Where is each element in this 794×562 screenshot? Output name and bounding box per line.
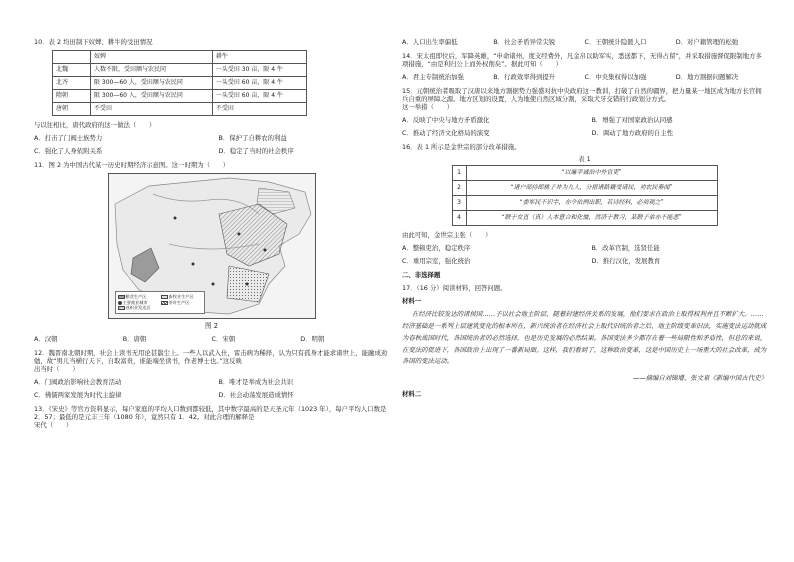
table-row [53, 77, 307, 90]
table-cell: “诸户部侍郎桃子并为九人，分措诸路籍受请民，劝农民奏闻” [466, 181, 717, 196]
q16-table-title: 表 1 [578, 155, 591, 163]
option-b[interactable]: B．社会矛盾异常尖锐 [493, 38, 556, 46]
legend-item: 粮食生产区 [118, 294, 159, 300]
q13-stem-end: 宋代（ ） [34, 421, 73, 430]
option-b[interactable]: B．改革官制，选贤任能 [591, 244, 660, 252]
q14-stem-part: 14．宋太祖即位后，军降英雄，“申命诸州，度支经费外，凡金帛以助军实，悉送都下，无得占留”，并采取措 [402, 52, 711, 60]
table-cell: “联于女直（真）人本意合和化恤，然济于教习，某联子弟亦不能悉” [466, 211, 717, 226]
q17-stem: 17．（16 分）阅读材料，回答问题。 [402, 284, 507, 292]
table-cell: 唐朝 [53, 103, 91, 116]
q15-stem-part: 15．元朝统治者吸取了汉唐以来地方割据势力强盛对抗中央政府这一教训，打破了自然的疆界，把力量某一地区 [402, 87, 717, 95]
legend-item: 茶叶生产区 [161, 300, 202, 306]
table-cell: 一头受田 60 亩，限 4 牛 [212, 77, 306, 90]
table-row [452, 196, 717, 211]
q10-header-oxen: 耕牛 [212, 51, 306, 64]
q15-stem-end: 这一举措（ ） [402, 103, 454, 111]
q13-stem-part: 13．《宋史》等官方资料显示，每户家庭的平均人口数到都较低，其中数字最高的是天圣元年 [34, 405, 295, 414]
option-b[interactable]: B．行政效率得到提升 [493, 73, 556, 81]
option-a[interactable]: A．君主专制统治加强 [402, 73, 464, 81]
table-cell: 不受田 [91, 103, 213, 116]
q11-options [34, 335, 389, 343]
q15-stem [402, 87, 767, 103]
material-1-source: ——摘编自刘锦增、张文泉《新编中国古代史》 [632, 374, 767, 383]
section-non-choice [402, 271, 767, 398]
q10-header-blank [53, 51, 91, 64]
q10-options [34, 134, 389, 155]
q14-stem [402, 52, 767, 68]
table-row [452, 166, 717, 181]
option-d[interactable]: D．推行汉化，发展教育 [591, 257, 661, 265]
material-1-title: 材料一 [402, 297, 422, 305]
option-c[interactable]: C．宋朝 [211, 335, 236, 344]
material-2-title: 材料二 [402, 390, 422, 399]
option-d[interactable]: D．地方割据问题解决 [675, 73, 739, 81]
option-a[interactable]: A．整顿吏治，稳定秩序 [402, 244, 471, 252]
question-15 [402, 87, 767, 137]
table-cell: 不受田 [212, 103, 306, 116]
q13-stem-part: （1023 年），每户平均人口数是 2．57；最低的是元丰三年（1080 年），竟然只有 1．42。对此合理的解释是 [34, 405, 387, 422]
table-cell: 人数不限，受田额与农民同 [91, 64, 213, 77]
option-c[interactable]: C．推动了经济文化格局的演变 [402, 129, 490, 137]
option-b[interactable]: B．唯才是举成为社会共识 [218, 378, 294, 387]
q16-stem: 16．表 1 所示是金世宗的部分改革措施。 [402, 143, 521, 151]
table-cell: 北齐 [53, 77, 91, 90]
q16-options [402, 244, 767, 265]
question-13 [34, 405, 389, 429]
option-a[interactable]: A．打击了门阀士族势力 [34, 134, 103, 142]
economic-map [108, 173, 316, 319]
option-c[interactable]: C．王朝统计隐匿人口 [584, 38, 647, 46]
q13-stem [34, 405, 389, 421]
q14-options [402, 73, 767, 81]
q10-stem: 10．表 2 均田制下奴婢、耕牛的受田情况 [34, 38, 153, 46]
table-row [53, 64, 307, 77]
q15-options [402, 116, 767, 137]
q15-stem-part: 成为地方长官拥兵自重的屏障之源。地方区划的设置，人为地使自然区域分割，采取犬牙交错的行政划分方式。 [402, 87, 762, 103]
option-c[interactable]: C．中央集权得以加强 [584, 73, 647, 81]
q11-stem: 11．图 2 为中国古代某一历史时期经济示意图。这一时期为（ ） [34, 161, 230, 169]
option-b[interactable]: B．唐朝 [122, 335, 147, 344]
table-cell: 限 300—60 人，受田额与农民同 [91, 77, 213, 90]
table-row [452, 181, 717, 196]
map-legend [115, 291, 205, 314]
table-cell: 3 [452, 196, 466, 211]
table-row [53, 90, 307, 103]
table-cell: 2 [452, 181, 466, 196]
q12-stem [34, 349, 389, 365]
table-cell: 一头受田 60 亩，限 4 牛 [212, 90, 306, 103]
table-cell: 4 [452, 211, 466, 226]
table-cell: 北魏 [53, 64, 91, 77]
option-a[interactable]: A．门阀政治影响社会教育活动 [34, 378, 122, 387]
q14-stem-part: 施督促限制地方多项措施，“由是利归公上而外权削矣”。据此可知（ ） [402, 52, 762, 68]
question-11 [34, 161, 389, 343]
q12-stem-part: 12．魏晋南北朝时期，社会上读书无用论甚嚣尘上。一些人以武入仕，雷击病为稀择 [34, 349, 273, 358]
option-a[interactable]: A．汉朝 [34, 335, 58, 344]
table-cell: “委军民不识字，亦令依例出职，若诗经科，必须观之” [466, 196, 717, 211]
option-a[interactable]: A．人口出生率偏低 [402, 38, 458, 46]
right-column [402, 38, 767, 402]
question-16 [402, 143, 767, 265]
table-row [452, 211, 717, 226]
option-c[interactable]: C．强化了人身依附关系 [34, 147, 103, 155]
option-d[interactable]: D．对户籍管理的松弛 [675, 38, 739, 46]
q12-stem-part: ，认为只有孤身才能求诸世上，能融成劝勉，故“男儿当横行天下，自取富贵，谁能端坐读书，作老博士也。”这反映 [34, 349, 388, 366]
section-heading: 二、非选择题 [402, 271, 441, 279]
option-d[interactable]: D．明朝 [300, 335, 325, 344]
left-column [34, 38, 389, 429]
question-14 [402, 52, 767, 81]
q13-options [402, 38, 767, 46]
option-d[interactable]: D．社会动荡发展造成情怀 [218, 391, 294, 400]
q12-options [34, 378, 389, 399]
option-d[interactable]: D．稳定了当时的社会秩序 [218, 147, 294, 155]
q10-after: 与以往相比，唐代政府的这一做法（ ） [34, 121, 156, 129]
option-a[interactable]: A．反映了中央与地方矛盾激化 [402, 116, 490, 124]
option-b[interactable]: B．保护了自耕农的利益 [218, 134, 287, 142]
q10-table [52, 50, 307, 116]
legend-item: 丝织业发达区 [118, 305, 159, 311]
q10-table-header [53, 51, 307, 64]
table-cell: 1 [452, 166, 466, 181]
table-row [53, 103, 307, 116]
option-b[interactable]: B．增强了对国家政治认同感 [591, 116, 673, 124]
option-c[interactable]: C．佛儒两家发展为时代主旋律 [34, 391, 122, 400]
q12-stem-end: 出当时（ ） [34, 365, 79, 374]
legend-item: 畜牧业生产区 [161, 294, 202, 300]
legend-item: 主要商业城市 [118, 300, 159, 306]
material-1-text: 在经济比较发达的诸侯国……予以社会地主阶层，随着封建经济关系的发展，他们要求在政治上取得权利并且不断扩大。……经济基础是一系列上层建筑变化的根本所在，新兴统治者在经济社会上取代旧统治者之后，地主阶级变革旧法，实施变法运动就成为春秋战国时代，各国统治者的必然选择，也是历史发展的必然结果。各国变法多少都存在着一些局限性和矛盾性，但总的来说，在变法的促进下，各国政治上出现了一番新局面。这样，我们看到了，这种政治变革，这是中国历史上一场重大的社会改革，成为各国的变法运动。 [402, 310, 767, 366]
table-cell: “以廉平诚治中外官吏” [466, 166, 717, 181]
table-cell: 一头受田 30 亩，限 4 牛 [212, 64, 306, 77]
q10-header-slaves: 奴婢 [91, 51, 213, 64]
question-10 [34, 38, 389, 155]
table-cell: 隋朝 [53, 90, 91, 103]
question-12 [34, 349, 389, 399]
q16-table [452, 165, 718, 226]
option-c[interactable]: C．重用宗室，强化统治 [402, 257, 471, 265]
q16-after: 由此可知，金世宗主张（ ） [402, 231, 492, 239]
option-d[interactable]: D．调动了地方政府的自主性 [591, 129, 674, 137]
table-cell: 限 300—60 人，受田额与农民同 [91, 90, 213, 103]
figure-caption: 图 2 [205, 322, 218, 330]
